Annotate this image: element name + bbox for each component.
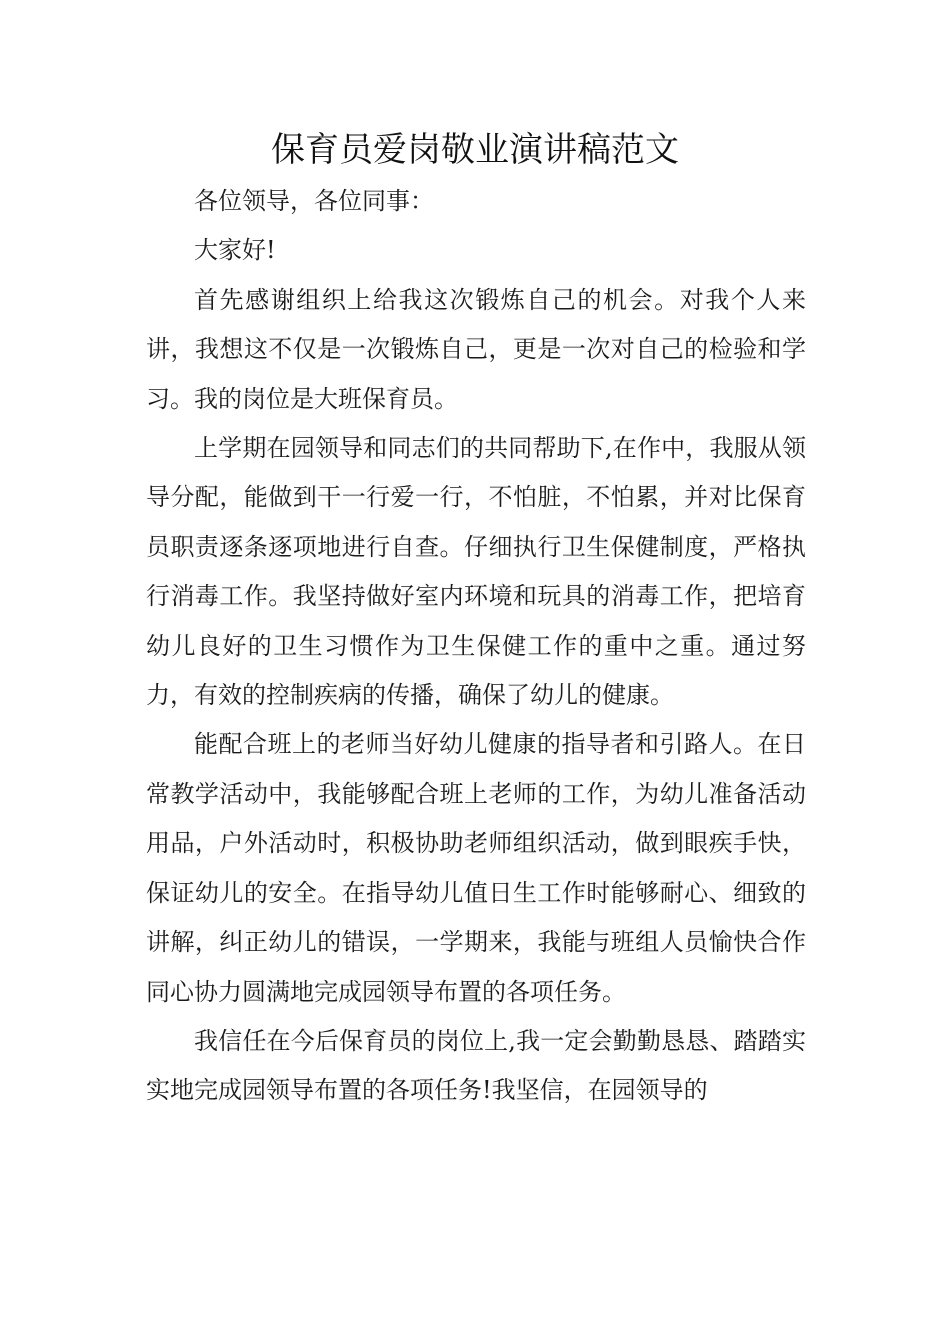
paragraph-teacher-cooperation: 能配合班上的老师当好幼儿健康的指导者和引路人。在日常教学活动中，我能够配合班上老师的工作，为幼儿准备活动用品，户外活动时，积极协助老师组织活动，做到眼疾手快，保证幼儿的安全。在指导幼儿值日生工作时能够耐心、细致的讲解，纠正幼儿的错误，一学期来，我能与班组人员愉快合作同心协力圆满地完成园领导布置的各项任务。: [146, 730, 806, 1006]
document-body: [146, 177, 806, 1116]
paragraph-intro: 首先感谢组织上给我这次锻炼自己的机会。对我个人来讲，我想这不仅是一次锻炼自己，更是一次对自己的检验和学习。我的岗位是大班保育员。: [146, 285, 806, 413]
paragraph-greeting: 大家好!: [194, 236, 276, 265]
paragraph-salutation: 各位领导，各位同事：: [194, 187, 434, 215]
paragraph-commitment: 我信任在今后保育员的岗位上,我一定会勤勤恳恳、踏踏实实地完成园领导布置的各项任务!我坚信，在园领导的: [146, 1026, 806, 1105]
paragraph-hygiene-work: 上学期在园领导和同志们的共同帮助下,在作中，我服从领导分配，能做到干一行爱一行，不怕脏，不怕累，并对比保育员职责逐条逐项地进行自查。仔细执行卫生保健制度，严格执行消毒工作。我坚持做好室内环境和玩具的消毒工作，把培育幼儿良好的卫生习惯作为卫生保健工作的重中之重。通过努力，有效的控制疾病的传播，确保了幼儿的健康。: [146, 434, 806, 710]
document-title: 保育员爱岗敬业演讲稿范文: [271, 130, 679, 170]
